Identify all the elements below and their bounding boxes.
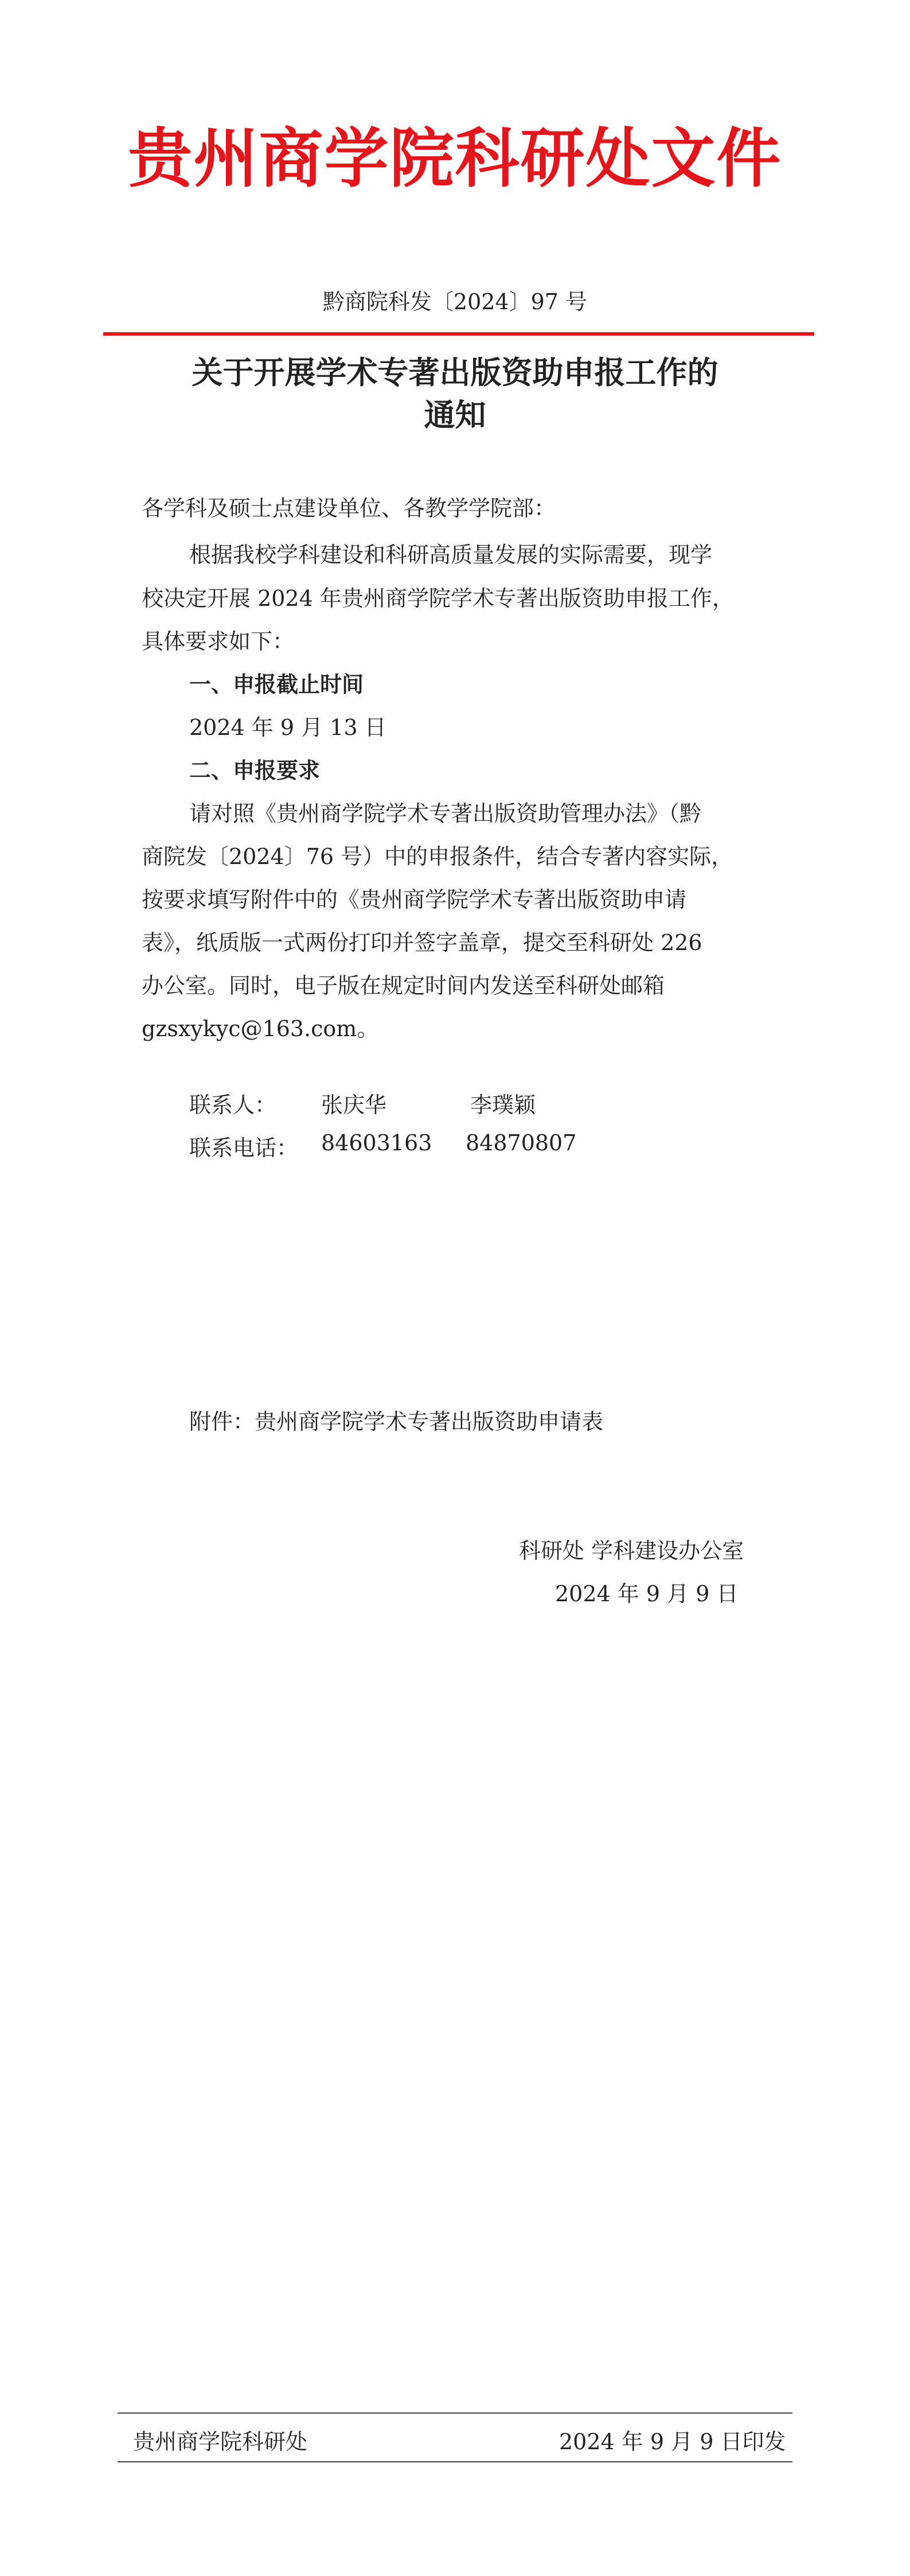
intro-line: 具体要求如下：: [142, 629, 295, 654]
contact-phone-1: 84603163: [321, 1130, 432, 1155]
footer-rule-bottom: [118, 2461, 792, 2462]
intro-line: 校决定开展 2024 年贵州商学院学术专著出版资助申报工作，: [142, 586, 734, 611]
signature-office: 科研处 学科建设办公室: [519, 1538, 744, 1563]
requirements-line: 表》，纸质版一式两份打印并签字盖章，提交至科研处 226: [142, 930, 702, 955]
contact-person-1: 张庆华: [321, 1092, 387, 1118]
attachment-note: 附件：贵州商学院学术专著出版资助申请表: [189, 1409, 604, 1434]
signature-date: 2024 年 9 月 9 日: [555, 1581, 739, 1606]
deadline-date: 2024 年 9 月 13 日: [189, 715, 386, 740]
masthead: 贵州商学院科研处文件: [128, 121, 782, 196]
title-line-1: 关于开展学术专著出版资助申报工作的: [192, 354, 718, 391]
salutation: 各学科及硕士点建设单位、各教学学院部：: [142, 496, 556, 521]
contact-person-label: 联系人：: [189, 1092, 277, 1118]
contact-person-2: 李璞颖: [470, 1092, 536, 1118]
section-heading-requirements: 二、申报要求: [189, 758, 321, 783]
requirements-line: 办公室。同时，电子版在规定时间内发送至科研处邮箱: [142, 973, 665, 998]
red-divider: [103, 332, 814, 336]
requirements-line: 按要求填写附件中的《贵州商学院学术专著出版资助申请: [142, 887, 687, 912]
intro-line: 根据我校学科建设和科研高质量发展的实际需要，现学: [189, 542, 713, 567]
footer-issue-date: 2024 年 9 月 9 日印发: [559, 2429, 786, 2454]
footer-rule-top: [118, 2412, 792, 2414]
footer-issuer: 贵州商学院科研处: [133, 2429, 308, 2454]
title-line-2: 通知: [424, 396, 486, 433]
section-heading-deadline: 一、申报截止时间: [189, 672, 364, 697]
contact-phone-2: 84870807: [466, 1130, 577, 1155]
email-line: gzsxykyc@163.com。: [142, 1016, 379, 1041]
contact-phone-label: 联系电话：: [189, 1135, 299, 1161]
document-title: [132, 351, 778, 436]
document-number: 黔商院科发〔2024〕97 号: [322, 289, 588, 314]
requirements-line: 商院发〔2024〕76 号）中的申报条件，结合专著内容实际，: [142, 844, 733, 869]
requirements-line: 请对照《贵州商学院学术专著出版资助管理办法》（黔: [189, 801, 702, 826]
